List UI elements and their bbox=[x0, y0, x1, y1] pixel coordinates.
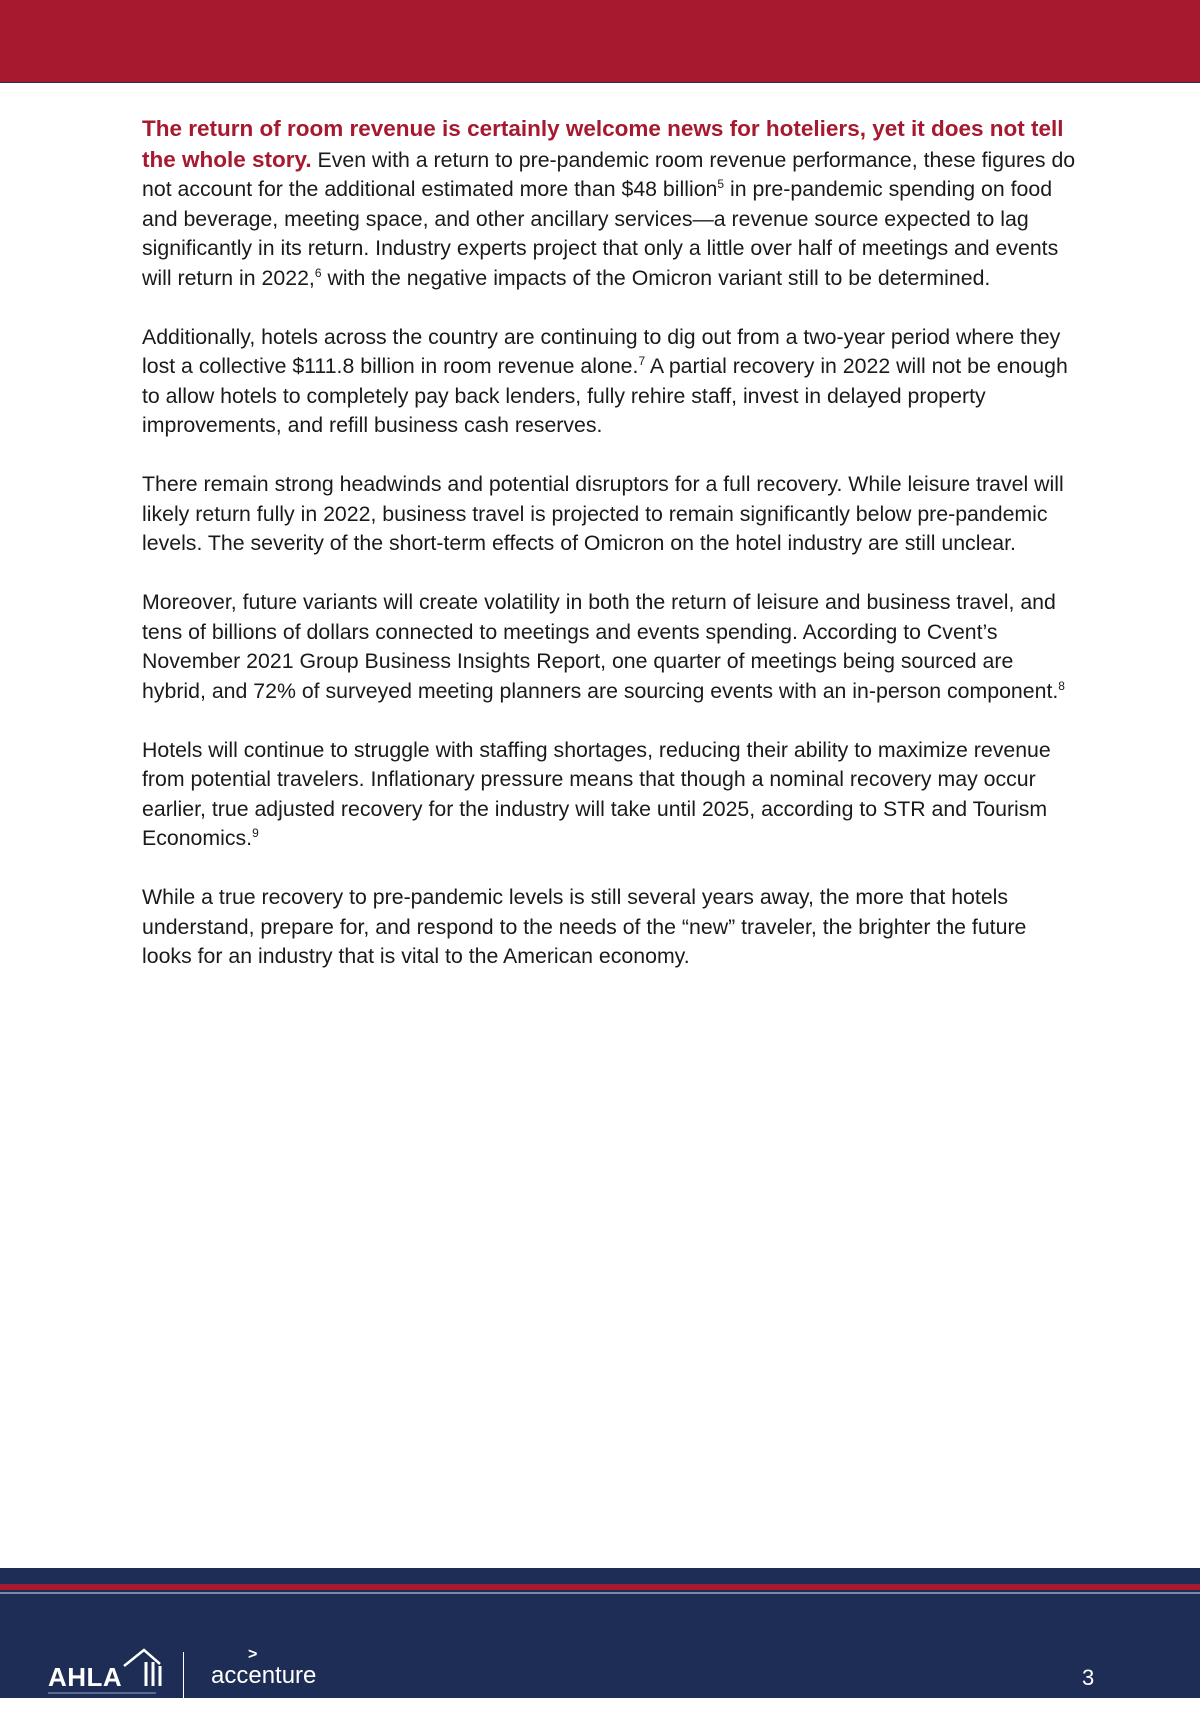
accenture-logo: accenture bbox=[211, 1662, 317, 1689]
paragraph-1-text-b: in pre-pandemic spending on food and beverage, meeting space, and other ancillary services—a revenue source expected to lag significantly in its return. Industry experts project that only a little over half of meetings and events will return in 2022, bbox=[142, 177, 1059, 290]
paragraph-1-text-c: with the negative impacts of the Omicron variant still to be determined. bbox=[321, 265, 991, 290]
paragraph-3: There remain strong headwinds and potential disruptors for a full recovery. While leisure travel will likely return fully in 2022, business travel is projected to remain significantly below pre-pandemic levels. The severity of the short-term effects of Omicron on the hotel industry are still unclear. bbox=[142, 472, 1064, 555]
footnote-ref-9: 9 bbox=[252, 826, 259, 840]
footnote-ref-8: 8 bbox=[1058, 678, 1065, 693]
ahla-logo bbox=[48, 1646, 158, 1702]
paragraph-5 bbox=[142, 736, 1082, 854]
footer-divider bbox=[183, 1652, 184, 1710]
header-band bbox=[0, 0, 1200, 83]
paragraph-4 bbox=[142, 588, 1082, 706]
paragraph-2-text-b: A partial recovery in 2022 will not be enough to allow hotels to completely pay back lenders, fully rehire staff, invest in delayed property improvements, and refill business cash reserves. bbox=[142, 354, 1068, 437]
footnote-ref-6: 6 bbox=[314, 265, 322, 280]
paragraph-1 bbox=[142, 114, 1082, 293]
paragraph-2 bbox=[142, 323, 1082, 441]
footer-stripe-gray bbox=[0, 1592, 1200, 1594]
paragraph-6: While a true recovery to pre-pandemic levels is still several years away, the more that hotels understand, prepare for, and respond to the needs of the “new” traveler, the brighter the future looks for an industry that is vital to the American economy. bbox=[142, 885, 1027, 968]
paragraph-5-text: Hotels will continue to struggle with staffing shortages, reducing their ability to maximize revenue from potential travelers. Inflationary pressure means that though a nominal recovery may occur earlier, true adjusted recovery for the industry will take until 2025, according to STR and Tourism Economics. bbox=[142, 737, 1051, 850]
ahla-tagline-rule bbox=[48, 1692, 156, 1694]
accenture-caret-icon: > bbox=[248, 1646, 258, 1663]
footer-band bbox=[0, 1568, 1200, 1698]
footer-stripe-red bbox=[0, 1584, 1200, 1590]
ahla-logo-text: AHLA bbox=[48, 1662, 123, 1692]
article-body bbox=[142, 114, 1082, 1001]
paragraph-2-text-a: Additionally, hotels across the country are continuing to dig out from a two-year period where they lost a collective $111.8 billion in room revenue alone. bbox=[142, 324, 1061, 378]
building-icon bbox=[120, 1646, 164, 1690]
footnote-ref-5: 5 bbox=[717, 177, 725, 191]
footnote-ref-7: 7 bbox=[638, 354, 646, 368]
paragraph-1-text-a: Even with a return to pre-pandemic room revenue performance, these figures do not account for the additional estimated more than $48 billion bbox=[142, 147, 1076, 201]
paragraph-4-text: Moreover, future variants will create volatility in both the return of leisure and business travel, and tens of billions of dollars connected to meetings and events spending. According to Cvent’s November 2021 Group Business Insights Report, one quarter of meetings being sourced are hybrid, and 72% of surveyed meeting planners are sourcing events with an in-person component. bbox=[142, 590, 1059, 703]
lead-sentence: The return of room revenue is certainly welcome news for hoteliers, yet it does not tell the whole story. bbox=[142, 116, 1064, 172]
page-number: 3 bbox=[1082, 1665, 1095, 1690]
